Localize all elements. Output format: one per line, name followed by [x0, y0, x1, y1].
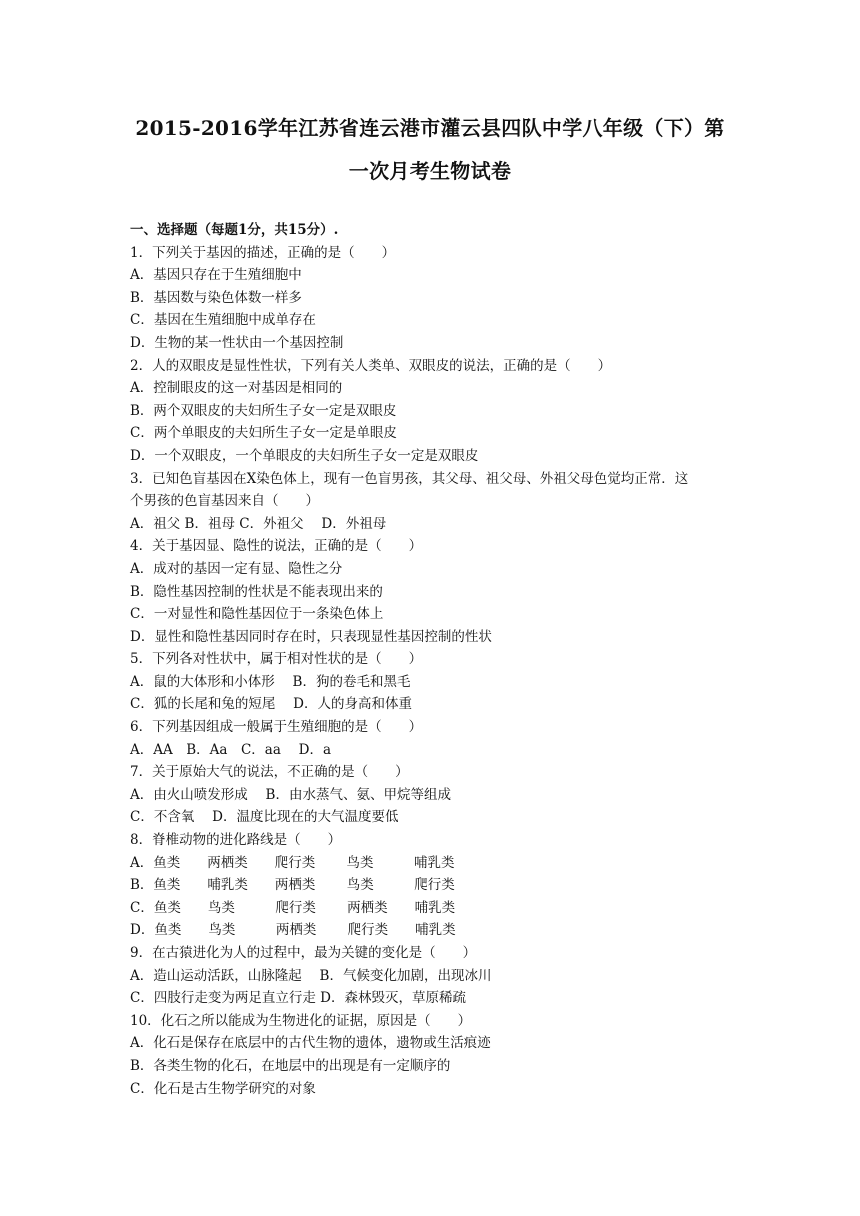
option-10c: C．化石是古生物学研究的对象 [130, 1080, 316, 1097]
question-3: 3．已知色盲基因在X染色体上，现有一色盲男孩，其父母、祖父母、外祖父母色觉均正常．这 [130, 470, 689, 487]
option-8d: D．鱼类 鸟类 两栖类 爬行类 哺乳类 [130, 922, 456, 939]
options-3: A．祖父 B．祖母 C．外祖父 D．外祖母 [130, 515, 387, 532]
question-9: 9．在古猿进化为人的过程中，最为关键的变化是（ ） [130, 945, 477, 961]
question-4: 4．关于基因显、隐性的说法，正确的是（ ） [130, 538, 423, 555]
page-title-line-1: 2015-2016学年江苏省连云港市灌云县四队中学八年级（下）第 [135, 116, 725, 140]
option-4b: B．隐性基因控制的性状是不能表现出来的 [130, 583, 383, 600]
page-title-line-2: 一次月考生物试卷 [348, 159, 512, 183]
question-10: 10．化石之所以能成为生物进化的证据，原因是（ ） [130, 1012, 472, 1029]
question-7: 7．关于原始大气的说法，不正确的是（ ） [130, 764, 409, 781]
option-8b: B．鱼类 哺乳类 两栖类 鸟类 爬行类 [130, 877, 455, 894]
options-6: A．AA B．Aa C．aa D．a [130, 741, 332, 758]
question-8: 8．脊椎动物的进化路线是（ ） [130, 832, 342, 849]
option-10a: A．化石是保存在底层中的古代生物的遗体，遗物或生活痕迹 [130, 1035, 491, 1052]
option-10b: B．各类生物的化石，在地层中的出现是有一定顺序的 [130, 1057, 451, 1074]
question-6: 6．下列基因组成一般属于生殖细胞的是（ ） [130, 719, 423, 736]
question-2: 2．人的双眼皮是显性性状，下列有关人类单、双眼皮的说法，正确的是（ ） [130, 357, 612, 374]
option-2d: D．一个双眼皮，一个单眼皮的夫妇所生子女一定是双眼皮 [130, 447, 479, 464]
option-1b: B．基因数与染色体数一样多 [130, 289, 302, 306]
option-2c: C．两个单眼皮的夫妇所生子女一定是单眼皮 [130, 425, 397, 442]
option-4c: C．一对显性和隐性基因位于一条染色体上 [130, 606, 384, 623]
section-heading: 一、选择题（每题1分，共15分）. [130, 222, 339, 238]
options-9ab: A．造山运动活跃，山脉隆起 B．气候变化加剧，出现冰川 [130, 967, 492, 984]
exam-content [130, 219, 742, 1100]
option-4d: D．显性和隐性基因同时存在时，只表现显性基因控制的性状 [130, 628, 492, 645]
options-7ab: A．由火山喷发形成 B．由水蒸气、氨、甲烷等组成 [130, 786, 451, 803]
options-9cd: C．四肢行走变为两足直立行走 D．森林毁灭，草原稀疏 [130, 990, 466, 1007]
options-7cd: C．不含氧 D．温度比现在的大气温度要低 [130, 809, 399, 826]
option-8c: C．鱼类 鸟类 爬行类 两栖类 哺乳类 [130, 899, 456, 916]
option-4a: A．成对的基因一定有显、隐性之分 [130, 560, 343, 577]
option-2a: A．控制眼皮的这一对基因是相同的 [130, 380, 343, 397]
option-1d: D．生物的某一性状由一个基因控制 [130, 334, 344, 351]
question-3-cont: 个男孩的色盲基因来自（ ） [130, 493, 319, 510]
question-5: 5．下列各对性状中，属于相对性状的是（ ） [130, 651, 423, 668]
option-1a: A．基因只存在于生殖细胞中 [130, 267, 302, 284]
question-1: 1．下列关于基因的描述，正确的是（ ） [130, 244, 396, 261]
options-5ab: A．鼠的大体形和小体形 B．狗的卷毛和黑毛 [130, 673, 411, 690]
option-1c: C．基因在生殖细胞中成单存在 [130, 312, 316, 329]
option-2b: B．两个双眼皮的夫妇所生子女一定是双眼皮 [130, 402, 397, 419]
options-5cd: C．狐的长尾和兔的短尾 D．人的身高和体重 [130, 696, 412, 713]
option-8a: A．鱼类 两栖类 爬行类 鸟类 哺乳类 [130, 854, 455, 871]
